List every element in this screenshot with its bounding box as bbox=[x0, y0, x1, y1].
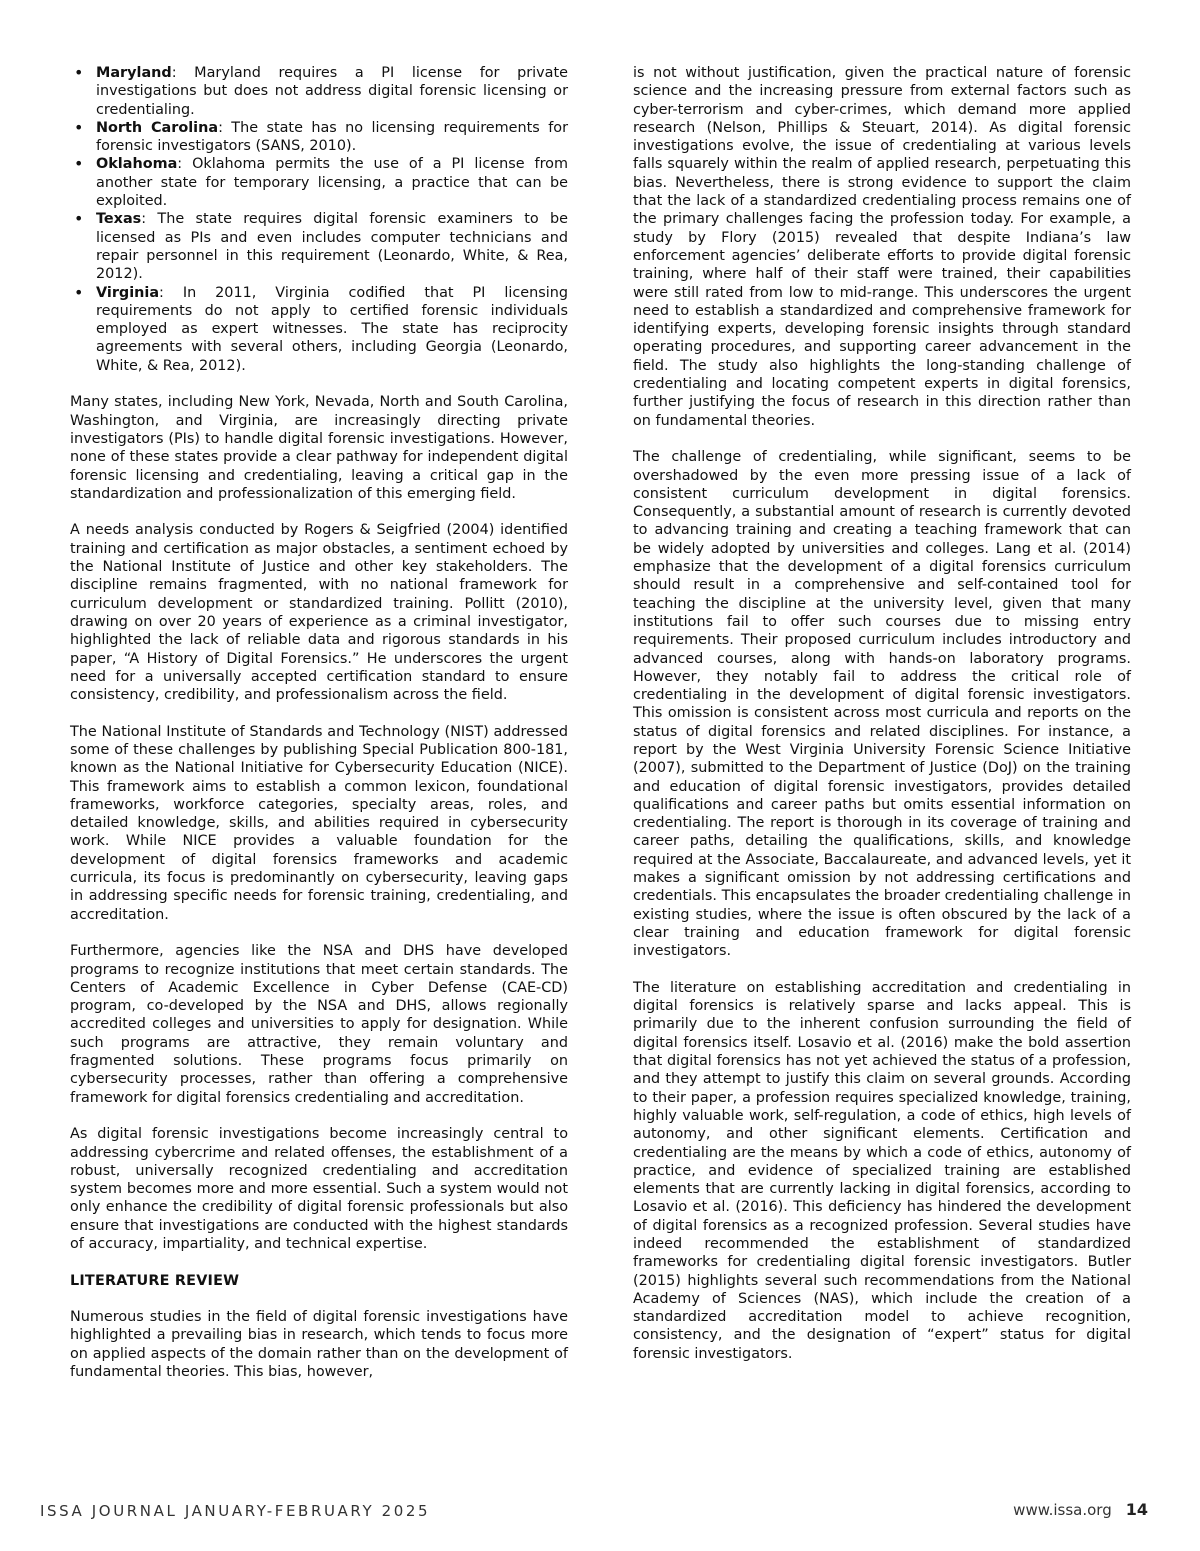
body-paragraph: Numerous studies in the field of digital forensic investigations have highlighted a prevailing bias in research, which tends to focus more on applied aspects of the domain rather than on the development of fundamental theories. This bias, however, bbox=[70, 1309, 568, 1381]
body-paragraph: As digital forensic investigations become increasingly central to addressing cybercrime and related offenses, the establishment of a robust, universally recognized credentialing and accreditation system becomes more and more essential. Such a system would not only enhance the credibility of digital forensic professionals but also ensure that investigations are conducted with the highest standards of accuracy, impartiality, and technical expertise. bbox=[70, 1126, 568, 1252]
page-footer bbox=[1013, 1500, 1148, 1519]
state-name: Texas bbox=[96, 211, 142, 228]
state-name: Oklahoma bbox=[96, 156, 178, 173]
body-paragraph: The challenge of credentialing, while significant, seems to be overshadowed by the even more pressing issue of a lack of consistent curriculum development in digital forensics. Consequently, a substantial amount of research is currently devoted to advancing training and creating a teaching framework that can be widely adopted by universities and colleges. Lang et al. (2014) emphasize that the development of a digital forensics curriculum should result in a comprehensive and self-contained tool for teaching the discipline at the university level, given that many institutions fail to offer such courses due to missing entry requirements. Their proposed curriculum includes introductory and advanced courses, along with hands-on laboratory programs. However, they notably fail to address the critical role of credentialing in the development of digital forensic investigators. This omission is consistent across most curricula and reports on the status of digital forensics and related disciplines. For instance, a report by the West Virginia University Forensic Science Initiative (2007), submitted to the Department of Justice (DoJ) on the training and education of digital forensic investigators, provides detailed qualifications and career paths but omits essential information on credentialing. The report is thorough in its coverage of training and career paths, detailing the qualifications, skills, and knowledge required at the Associate, Baccalaureate, and advanced levels, yet it makes a significant omission by not addressing certifications and credentials. This encapsulates the broader credentialing challenge in existing studies, where the issue is often obscured by the lack of a clear training and education framework for digital forensic investigators. bbox=[633, 449, 1131, 960]
journal-footer: ISSA JOURNAL JANUARY-FEBRUARY 2025 bbox=[40, 1502, 431, 1520]
body-paragraph: The National Institute of Standards and Technology (NIST) addressed some of these challenges by publishing Special Publication 800-181, known as the National Initiative for Cybersecurity Education (NICE). This framework aims to establish a common lexicon, foundational frameworks, workforce categories, specialty areas, roles, and detailed knowledge, skills, and abilities required in cybersecurity work. While NICE provides a valuable foundation for the development of digital forensics frameworks and academic curricula, its focus is predominantly on cybersecurity, leaving gaps in addressing specific needs for forensic training, credentialing, and accreditation. bbox=[70, 723, 568, 923]
body-paragraph: Many states, including New York, Nevada, North and South Carolina, Washington, and Virginia, are increasingly directing private investigators (PIs) to handle digital forensic investigations. However, none of these states provide a clear pathway for independent digital forensic licensing and credentialing, leaving a critical gap in the standardization and professionalization of this emerging field. bbox=[70, 394, 568, 502]
right-column bbox=[633, 64, 1131, 1363]
state-name: Virginia bbox=[96, 284, 160, 301]
state-name: North Carolina bbox=[96, 119, 219, 136]
state-description: : Maryland requires a PI license for private investigations but does not address digital forensic licensing or credentialing. bbox=[96, 65, 568, 118]
body-paragraph: Furthermore, agencies like the NSA and DHS have developed programs to recognize institutions that meet certain standards. The Centers of Academic Excellence in Cyber Defense (CAE-CD) program, co-developed by the NSA and DHS, allows regionally accredited colleges and universities to apply for designation. While such programs are attractive, they remain voluntary and fragmented solutions. These programs focus primarily on cybersecurity processes, rather than offering a comprehensive framework for digital forensics credentialing and accreditation. bbox=[70, 943, 568, 1106]
list-item bbox=[70, 210, 568, 283]
state-list bbox=[70, 64, 568, 375]
page-number: 14 bbox=[1125, 1500, 1148, 1519]
body-paragraph: A needs analysis conducted by Rogers & Seigfried (2004) identified training and certification as major obstacles, a sentiment echoed by the National Institute of Justice and other key stakeholders. The discipline remains fragmented, with no national framework for curriculum development or standardized training. Pollitt (2010), drawing on over 20 years of experience as a criminal investigator, highlighted the lack of reliable data and rigorous standards in his paper, “A History of Digital Forensics.” He underscores the urgent need for a universally accepted certification standard to ensure consistency, credibility, and professionalism across the field. bbox=[70, 522, 568, 704]
list-item bbox=[70, 119, 568, 156]
state-description: : In 2011, Virginia codified that PI licensing requirements do not apply to certified forensic individuals employed as expert witnesses. The state has reciprocity agreements with several others, including Georgia (Leonardo, White, & Rea, 2012). bbox=[96, 284, 568, 374]
state-description: : Oklahoma permits the use of a PI license from another state for temporary licensing, a practice that can be exploited. bbox=[96, 156, 568, 210]
body-paragraph: is not without justification, given the practical nature of forensic science and the increasing pressure from external factors such as cyber-terrorism and cyber-crimes, which demand more applied research (Nelson, Phillips & Steuart, 2014). As digital forensic investigations evolve, the issue of credentialing at various levels falls squarely within the realm of applied research, perpetuating this bias. Nevertheless, there is strong evidence to support the claim that the lack of a standardized credentialing process remains one of the primary challenges facing the profession today. For example, a study by Flory (2015) revealed that despite Indiana’s law enforcement agencies’ deliberate efforts to provide digital forensic training, where half of their staff were trained, their capabilities were still rated from low to mid-range. This underscores the urgent need to establish a standardized and comprehensive framework for identifying experts, developing forensic insights through standard operating procedures, and supporting career advancement in the field. The study also highlights the long-standing challenge of credentialing and locating competent experts in digital forensics, further justifying the focus of research in this direction rather than on fundamental theories. bbox=[633, 65, 1131, 429]
list-item bbox=[70, 284, 568, 375]
list-item bbox=[70, 64, 568, 119]
state-description: : The state has no licensing requirements for forensic investigators (SANS, 2010). bbox=[96, 119, 568, 155]
website-link[interactable]: www.issa.org bbox=[1013, 1501, 1112, 1519]
state-description: : The state requires digital forensic examiners to be licensed as PIs and even includes computer technicians and repair personnel in this requirement (Leonardo, White, & Rea, 2012). bbox=[96, 211, 568, 283]
state-name: Maryland bbox=[96, 65, 172, 81]
left-column bbox=[70, 64, 568, 1381]
section-heading: LITERATURE REVIEW bbox=[70, 1272, 240, 1289]
list-item bbox=[70, 155, 568, 210]
body-paragraph: The literature on establishing accreditation and credentialing in digital forensics is relatively sparse and lacks appeal. This is primarily due to the inherent confusion surrounding the field of digital forensics itself. Losavio et al. (2016) make the bold assertion that digital forensics has not yet achieved the status of a profession, and they attempt to justify this claim on several grounds. According to their paper, a profession requires specialized knowledge, training, highly valuable work, self-regulation, a code of ethics, high levels of autonomy, and other significant elements. Certification and credentialing are the means by which a code of ethics, autonomy of practice, and evidence of specialized training are established elements that are currently lacking in digital forensics, according to Losavio et al. (2016). This deficiency has hindered the development of digital forensics as a recognized profession. Several studies have indeed recommended the establishment of standardized frameworks for credentialing digital forensic investigators. Butler (2015) highlights several such recommendations from the National Academy of Sciences (NAS), which include the creation of a standardized accreditation model to achieve recognition, consistency, and the designation of “expert” status for digital forensic investigators. bbox=[633, 979, 1131, 1362]
